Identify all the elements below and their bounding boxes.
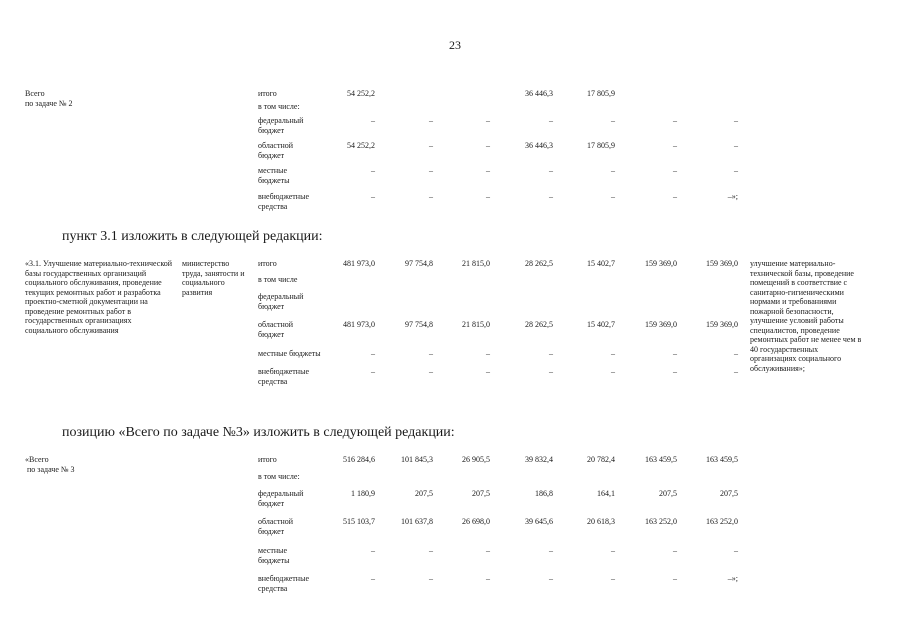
- s1-cell: –: [429, 116, 433, 125]
- s2-row-label: местные бюджеты: [258, 349, 321, 358]
- s3-cell: 516 284,6: [343, 455, 375, 464]
- s2-cell: –: [486, 367, 490, 376]
- s3-cell: 207,5: [720, 489, 738, 498]
- s3-cell: 1 180,9: [351, 489, 375, 498]
- s3-cell: 163 459,5: [645, 455, 677, 464]
- s1-cell: 17 805,9: [587, 89, 615, 98]
- s1-cell: –: [549, 192, 553, 201]
- s3-cell: –: [429, 574, 433, 583]
- s1-row-label: внебюджетные средства: [258, 192, 309, 211]
- s1-row-label: в том числе:: [258, 102, 300, 111]
- s2-cell: 159 369,0: [645, 320, 677, 329]
- s1-cell: –: [611, 166, 615, 175]
- s3-cell: 26 905,5: [462, 455, 490, 464]
- s1-row-label: федеральный бюджет: [258, 116, 304, 135]
- s3-cell: 207,5: [415, 489, 433, 498]
- s2-cell: 159 369,0: [706, 259, 738, 268]
- s1-cell: 54 252,2: [347, 89, 375, 98]
- s1-cell: –: [549, 166, 553, 175]
- s3-row-label: в том числе:: [258, 472, 300, 481]
- s2-title: «3.1. Улучшение материально-технической базы государственных организаций социального обслуживания, проведение текущих ремонтных работ и разработка проектно-сметной документации на проведение ремонтных работ в государственных организациях социального обслуживания: [25, 259, 173, 335]
- s3-cell: –: [486, 546, 490, 555]
- s1-cell: –: [486, 166, 490, 175]
- s2-result: улучшение материально-технической базы, проведение помещений в соответствие с санитарно-гигиеническими нормами и требованиями пожарной безопасности, улучшение условий работы специалистов, проведение ремонтных работ не менее чем в 40 государственных организациях социального обслуживания»;: [750, 259, 862, 373]
- s1-cell: –: [486, 192, 490, 201]
- s2-cell: –: [486, 349, 490, 358]
- s2-row-label: в том числе: [258, 275, 298, 284]
- s2-cell: 481 973,0: [343, 320, 375, 329]
- s2-cell: –: [734, 349, 738, 358]
- s3-row-label: внебюджетные средства: [258, 574, 309, 593]
- s2-cell: 21 815,0: [462, 259, 490, 268]
- s3-cell: 20 618,3: [587, 517, 615, 526]
- s1-row-label: областной бюджет: [258, 141, 294, 160]
- s1-cell: –: [371, 166, 375, 175]
- page-number: 23: [449, 38, 461, 52]
- s2-cell: –: [549, 367, 553, 376]
- s3-cell: –: [734, 546, 738, 555]
- s2-cell: –: [429, 349, 433, 358]
- s2-cell: –: [734, 367, 738, 376]
- s1-cell: –: [611, 192, 615, 201]
- s1-cell: –: [734, 116, 738, 125]
- s3-cell: –: [673, 546, 677, 555]
- s1-title: Всего по задаче № 2: [25, 89, 73, 108]
- s3-cell: –: [673, 574, 677, 583]
- s2-executor: министерство труда, занятости и социального развития: [182, 259, 245, 297]
- s1-cell: 36 446,3: [525, 141, 553, 150]
- s1-cell: –: [673, 192, 677, 201]
- s1-cell: –: [429, 166, 433, 175]
- s1-row-label: итого: [258, 89, 277, 98]
- s2-cell: –: [549, 349, 553, 358]
- s1-cell: –: [734, 141, 738, 150]
- s3-cell: 26 698,0: [462, 517, 490, 526]
- s3-row-label: областной бюджет: [258, 517, 294, 536]
- s1-row-label: местные бюджеты: [258, 166, 290, 185]
- s1-cell: –»;: [727, 192, 738, 201]
- s3-cell: 101 845,3: [401, 455, 433, 464]
- s3-cell: 207,5: [659, 489, 677, 498]
- heading-position-zadache-3: позицию «Всего по задаче №3» изложить в следующей редакции:: [62, 425, 455, 440]
- s2-cell: –: [673, 349, 677, 358]
- s2-cell: 15 402,7: [587, 259, 615, 268]
- s3-cell: –»;: [727, 574, 738, 583]
- s2-row-label: внебюджетные средства: [258, 367, 309, 386]
- s2-cell: –: [371, 367, 375, 376]
- s2-cell: 15 402,7: [587, 320, 615, 329]
- s3-cell: 164,1: [597, 489, 615, 498]
- s3-row-label: местные бюджеты: [258, 546, 290, 565]
- s1-cell: –: [486, 116, 490, 125]
- s3-title: «Всего по задаче № 3: [25, 455, 75, 474]
- s2-cell: 21 815,0: [462, 320, 490, 329]
- s2-cell: 97 754,8: [405, 320, 433, 329]
- s3-cell: –: [429, 546, 433, 555]
- s3-cell: 163 252,0: [645, 517, 677, 526]
- s1-cell: 54 252,2: [347, 141, 375, 150]
- s3-cell: 39 832,4: [525, 455, 553, 464]
- s1-cell: –: [549, 116, 553, 125]
- s2-row-label: итого: [258, 259, 277, 268]
- s3-cell: 20 782,4: [587, 455, 615, 464]
- s3-cell: –: [486, 574, 490, 583]
- s2-cell: 159 369,0: [706, 320, 738, 329]
- s3-cell: 163 459,5: [706, 455, 738, 464]
- s1-cell: –: [673, 141, 677, 150]
- s3-row-label: итого: [258, 455, 277, 464]
- s3-cell: 207,5: [472, 489, 490, 498]
- s2-cell: –: [611, 367, 615, 376]
- s1-cell: –: [371, 192, 375, 201]
- s1-cell: –: [371, 116, 375, 125]
- s3-cell: –: [371, 546, 375, 555]
- s1-cell: 36 446,3: [525, 89, 553, 98]
- s3-cell: –: [611, 574, 615, 583]
- s3-cell: –: [371, 574, 375, 583]
- s2-cell: –: [611, 349, 615, 358]
- s2-cell: 28 262,5: [525, 259, 553, 268]
- s3-cell: 101 637,8: [401, 517, 433, 526]
- s3-cell: 39 645,6: [525, 517, 553, 526]
- s1-cell: –: [486, 141, 490, 150]
- s2-row-label: федеральный бюджет: [258, 292, 304, 311]
- s2-cell: 481 973,0: [343, 259, 375, 268]
- s3-cell: 186,8: [535, 489, 553, 498]
- s1-cell: –: [429, 141, 433, 150]
- s1-cell: 17 805,9: [587, 141, 615, 150]
- s1-cell: –: [429, 192, 433, 201]
- s2-row-label: областной бюджет: [258, 320, 294, 339]
- s3-cell: 515 103,7: [343, 517, 375, 526]
- s3-cell: 163 252,0: [706, 517, 738, 526]
- s3-cell: –: [549, 546, 553, 555]
- s3-cell: –: [549, 574, 553, 583]
- s1-cell: –: [673, 166, 677, 175]
- s2-cell: 28 262,5: [525, 320, 553, 329]
- heading-punkt-3-1: пункт 3.1 изложить в следующей редакции:: [62, 229, 323, 244]
- s2-cell: –: [673, 367, 677, 376]
- s3-row-label: федеральный бюджет: [258, 489, 304, 508]
- s1-cell: –: [734, 166, 738, 175]
- s1-cell: –: [611, 116, 615, 125]
- s2-cell: –: [371, 349, 375, 358]
- s1-cell: –: [673, 116, 677, 125]
- s2-cell: 159 369,0: [645, 259, 677, 268]
- s2-cell: –: [429, 367, 433, 376]
- s2-cell: 97 754,8: [405, 259, 433, 268]
- s3-cell: –: [611, 546, 615, 555]
